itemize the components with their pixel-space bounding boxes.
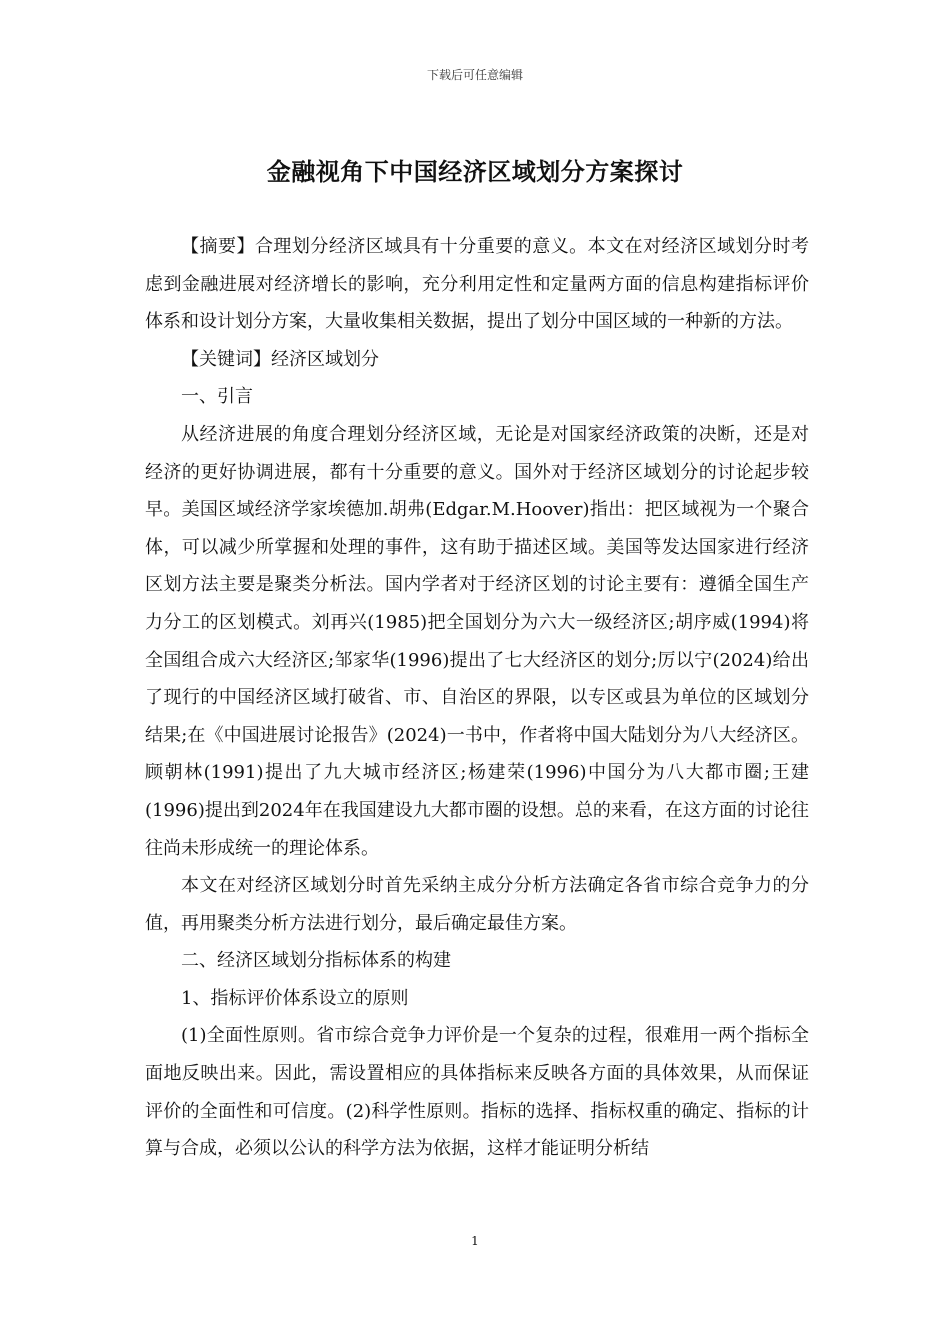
abstract-paragraph: 【摘要】合理划分经济区域具有十分重要的意义。本文在对经济区域划分时考虑到金融进展对经济增长的影响，充分利用定性和定量两方面的信息构建指标评价体系和设计划分方案，大量收集相关数据，提出了划分中国区域的一种新的方法。 [145,236,809,333]
header-note: 下载后可任意编辑 [426,68,523,82]
section-heading-indicator-system: 二、经济区域划分指标体系的构建 [181,950,451,972]
keywords-paragraph: 【关键词】经济区域划分 [181,348,379,370]
document-title: 金融视角下中国经济区域划分方案探讨 [266,158,684,186]
body-paragraph: 本文在对经济区域划分时首先采纳主成分分析方法确定各省市综合竞争力的分值，再用聚类分析方法进行划分，最后确定最佳方案。 [145,875,809,934]
page-number: 1 [471,1234,479,1248]
body-paragraph: (1)全面性原则。省市综合竞争力评价是一个复杂的过程，很难用一两个指标全面地反映出来。因此，需设置相应的具体指标来反映各方面的具体效果，从而保证评价的全面性和可信度。(2)科学性原则。指标的选择、指标权重的确定、指标的计算与合成，必须以公认的科学方法为依据，这样才能证明分析结 [145,1025,809,1160]
subsection-heading-principles: 1、指标评价体系设立的原则 [181,987,409,1009]
document-body [145,228,809,1168]
body-paragraph: 从经济进展的角度合理划分经济区域，无论是对国家经济政策的决断，还是对经济的更好协调进展，都有十分重要的意义。国外对于经济区域划分的讨论起步较早。美国区域经济学家埃德加.胡弗(Edgar.M.Hoover)指出：把区域视为一个聚合体，可以减少所掌握和处理的事件，这有助于描述区域。美国等发达国家进行经济区划方法主要是聚类分析法。国内学者对于经济区划的讨论主要有：遵循全国生产力分工的区划模式。刘再兴(1985)把全国划分为六大一级经济区;胡序威(1994)将全国组合成六大经济区;邹家华(1996)提出了七大经济区的划分;厉以宁(2024)给出了现行的中国经济区域打破省、市、自治区的界限，以专区或县为单位的区域划分结果;在《中国进展讨论报告》(2024)一书中，作者将中国大陆划分为八大经济区。顾朝林(1991)提出了九大城市经济区;杨建荣(1996)中国分为八大都市圈;王建(1996)提出到2024年在我国建设九大都市圈的设想。总的来看，在这方面的讨论往往尚未形成统一的理论体系。 [145,423,809,859]
section-heading-introduction: 一、引言 [181,386,253,408]
